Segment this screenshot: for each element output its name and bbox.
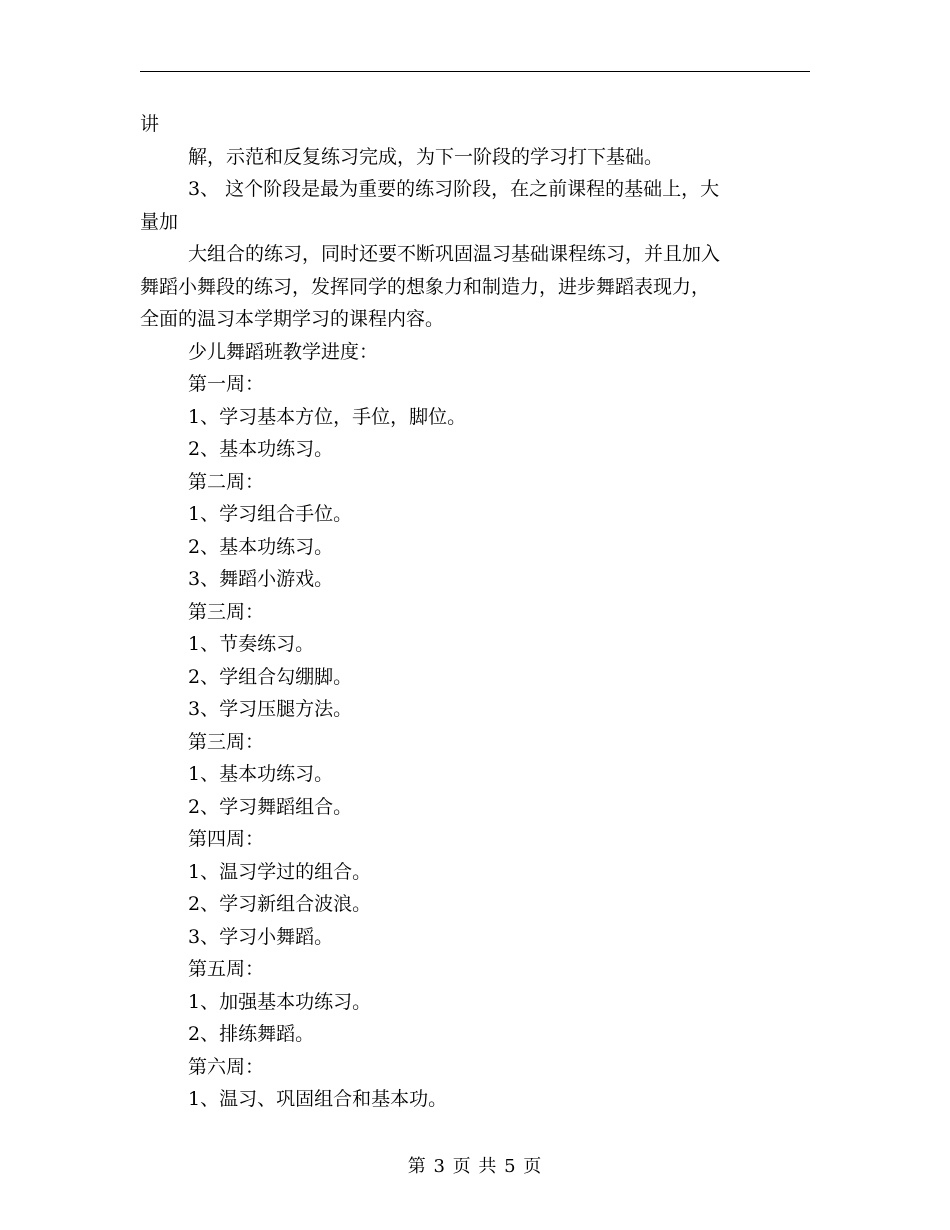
- text-line: 第三周：: [188, 730, 265, 753]
- text-line: 解，示范和反复练习完成，为下一阶段的学习打下基础。: [188, 145, 664, 168]
- text-line: 第六周：: [188, 1055, 265, 1078]
- text-line: 全面的温习本学期学习的课程内容。: [140, 308, 445, 330]
- text-line: 第四周：: [188, 828, 265, 850]
- text-line: 量加: [140, 210, 179, 233]
- header-rule: [140, 71, 810, 72]
- text-line: 第二周：: [188, 470, 265, 493]
- text-line: 1、加强基本功练习。: [188, 990, 372, 1013]
- text-line: 讲: [140, 113, 160, 135]
- page-footer: 第 3 页 共 5 页: [407, 1156, 543, 1177]
- text-line: 1、学习基本方位，手位，脚位。: [188, 405, 467, 428]
- text-line: 3、 这个阶段是最为重要的练习阶段，在之前课程的基础上，大: [188, 178, 720, 200]
- text-line: 3、学习压腿方法。: [188, 698, 353, 720]
- document-body: [140, 108, 810, 1116]
- text-line: 2、学习舞蹈组合。: [188, 795, 353, 818]
- text-line: 2、学习新组合波浪。: [188, 893, 372, 915]
- text-line: 大组合的练习，同时还要不断巩固温习基础课程练习，并且加入: [188, 243, 721, 265]
- text-line: 2、基本功练习。: [188, 438, 334, 460]
- text-line: 第三周：: [188, 600, 265, 623]
- text-line: 1、节奏练习。: [188, 633, 315, 655]
- text-line: 1、温习、巩固组合和基本功。: [188, 1088, 448, 1110]
- text-line: 2、学组合勾绷脚。: [188, 665, 353, 688]
- text-line: 2、排练舞蹈。: [188, 1023, 315, 1045]
- text-line: 少儿舞蹈班教学进度：: [188, 340, 379, 363]
- text-line: 1、温习学过的组合。: [188, 860, 372, 883]
- text-line: 第五周：: [188, 958, 265, 980]
- text-line: 2、基本功练习。: [188, 535, 334, 558]
- text-line: 1、基本功练习。: [188, 763, 334, 785]
- text-line: 3、舞蹈小游戏。: [188, 568, 334, 590]
- text-line: 3、学习小舞蹈。: [188, 925, 334, 948]
- text-line: 1、学习组合手位。: [188, 503, 353, 525]
- text-line: 舞蹈小舞段的练习，发挥同学的想象力和制造力，进步舞蹈表现力，: [140, 275, 711, 298]
- text-line: 第一周：: [188, 373, 265, 395]
